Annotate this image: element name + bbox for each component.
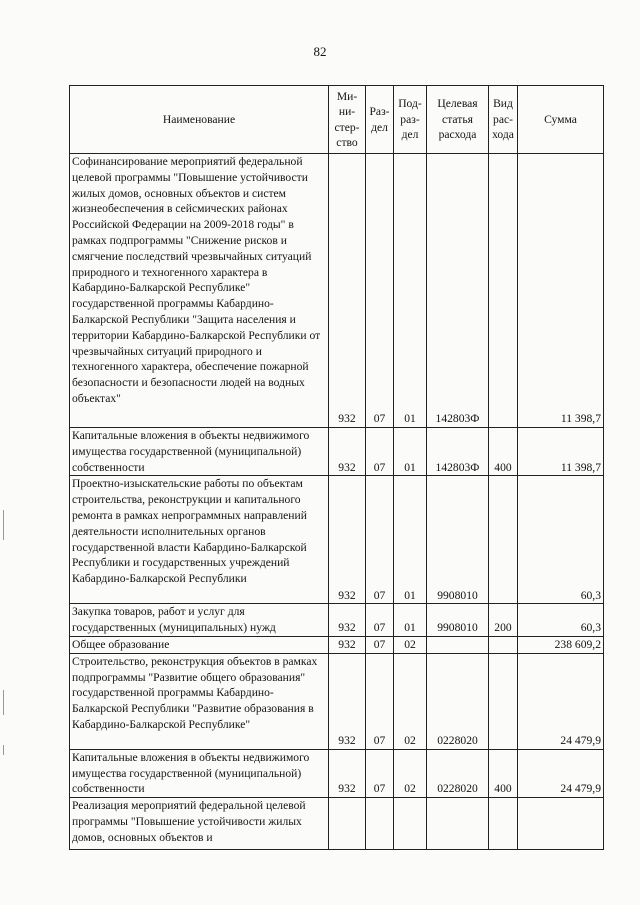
row-expense-type <box>489 154 518 428</box>
row-subsection: 01 <box>394 428 427 476</box>
row-expense-type: 200 <box>489 604 518 637</box>
row-target-article <box>427 636 489 653</box>
row-ministry: 932 <box>329 476 366 604</box>
row-subsection: 01 <box>394 476 427 604</box>
scan-mark <box>3 745 4 755</box>
header-name: Наименование <box>70 86 329 154</box>
scan-mark <box>3 690 4 715</box>
row-ministry: 932 <box>329 636 366 653</box>
row-sum: 24 479,9 <box>518 749 604 797</box>
row-expense-type: 400 <box>489 428 518 476</box>
row-section: 07 <box>366 604 394 637</box>
scan-mark <box>3 510 4 540</box>
row-ministry: 932 <box>329 604 366 637</box>
table-row <box>70 604 604 637</box>
header-expense-type: Вид рас- хода <box>489 86 518 154</box>
row-subsection: 02 <box>394 749 427 797</box>
row-name: Капитальные вложения в объекты недвижимого имущества государственной (муниципальной) собственности <box>70 428 329 476</box>
row-ministry: 932 <box>329 154 366 428</box>
row-sum: 24 479,9 <box>518 653 604 749</box>
row-target-article: 0228020 <box>427 653 489 749</box>
row-subsection: 02 <box>394 636 427 653</box>
row-name: Строительство, реконструкция объектов в рамках подпрограммы "Развитие общего образования" государственной программы Кабардино-Балкарской Республики "Развитие образования в Кабардино-Балкарской Республике" <box>70 653 329 749</box>
header-ministry: Ми- ни- стер- ство <box>329 86 366 154</box>
row-section <box>366 798 394 850</box>
row-sum: 11 398,7 <box>518 154 604 428</box>
row-subsection: 01 <box>394 604 427 637</box>
row-expense-type <box>489 476 518 604</box>
table-body <box>70 154 604 850</box>
row-name: Общее образование <box>70 636 329 653</box>
row-name: Софинансирование мероприятий федеральной целевой программы "Повышение устойчивости жилых домов, основных объектов и систем жизнеобеспечения в сейсмических районах Российской Федерации на 2009-2018 годы" в рамках подпрограммы "Снижение рисков и смягчение последствий чрезвычайных ситуаций природного и техногенного характера в Кабардино-Балкарской Республике" государственной программы Кабардино-Балкарской Республики "Защита населения и территории Кабардино-Балкарской Республики от чрезвычайных ситуаций природного и техногенного характера, обеспечение пожарной безопасности и безопасности людей на водных объектах" <box>70 154 329 428</box>
row-sum: 60,3 <box>518 604 604 637</box>
table-row <box>70 154 604 428</box>
row-subsection: 01 <box>394 154 427 428</box>
table-header-row <box>70 86 604 154</box>
row-target-article: 0228020 <box>427 749 489 797</box>
row-ministry: 932 <box>329 749 366 797</box>
row-sum: 60,3 <box>518 476 604 604</box>
table-row <box>70 476 604 604</box>
row-section: 07 <box>366 154 394 428</box>
row-ministry: 932 <box>329 653 366 749</box>
row-name: Капитальные вложения в объекты недвижимого имущества государственной (муниципальной) собственности <box>70 749 329 797</box>
row-ministry: 932 <box>329 428 366 476</box>
row-target-article: 142803Ф <box>427 154 489 428</box>
row-section: 07 <box>366 749 394 797</box>
row-target-article: 9908010 <box>427 476 489 604</box>
header-section: Раз- дел <box>366 86 394 154</box>
header-subsection: Под- раз- дел <box>394 86 427 154</box>
header-sum: Сумма <box>518 86 604 154</box>
row-ministry <box>329 798 366 850</box>
row-name: Реализация мероприятий федеральной целевой программы "Повышение устойчивости жилых домов, основных объектов и <box>70 798 329 850</box>
table-row <box>70 428 604 476</box>
table-row <box>70 749 604 797</box>
row-target-article <box>427 798 489 850</box>
row-expense-type: 400 <box>489 749 518 797</box>
row-name: Закупка товаров, работ и услуг для государственных (муниципальных) нужд <box>70 604 329 637</box>
row-sum: 238 609,2 <box>518 636 604 653</box>
row-sum: 11 398,7 <box>518 428 604 476</box>
table-row <box>70 636 604 653</box>
table-row <box>70 798 604 850</box>
row-section: 07 <box>366 476 394 604</box>
page-number: 82 <box>313 44 327 59</box>
row-expense-type <box>489 636 518 653</box>
row-section: 07 <box>366 653 394 749</box>
header-target-article: Целевая статья расхода <box>427 86 489 154</box>
row-expense-type <box>489 653 518 749</box>
row-section: 07 <box>366 636 394 653</box>
row-subsection <box>394 798 427 850</box>
row-target-article: 9908010 <box>427 604 489 637</box>
row-expense-type <box>489 798 518 850</box>
row-sum <box>518 798 604 850</box>
row-section: 07 <box>366 428 394 476</box>
row-name: Проектно-изыскательские работы по объектам строительства, реконструкции и капитального ремонта в рамках непрограммных направлений деятельности исполнительных органов государственной власти Кабардино-Балкарской Республики и государственных учреждений Кабардино-Балкарской Республики <box>70 476 329 604</box>
row-target-article: 142803Ф <box>427 428 489 476</box>
table-row <box>70 653 604 749</box>
row-subsection: 02 <box>394 653 427 749</box>
budget-table <box>69 85 604 850</box>
